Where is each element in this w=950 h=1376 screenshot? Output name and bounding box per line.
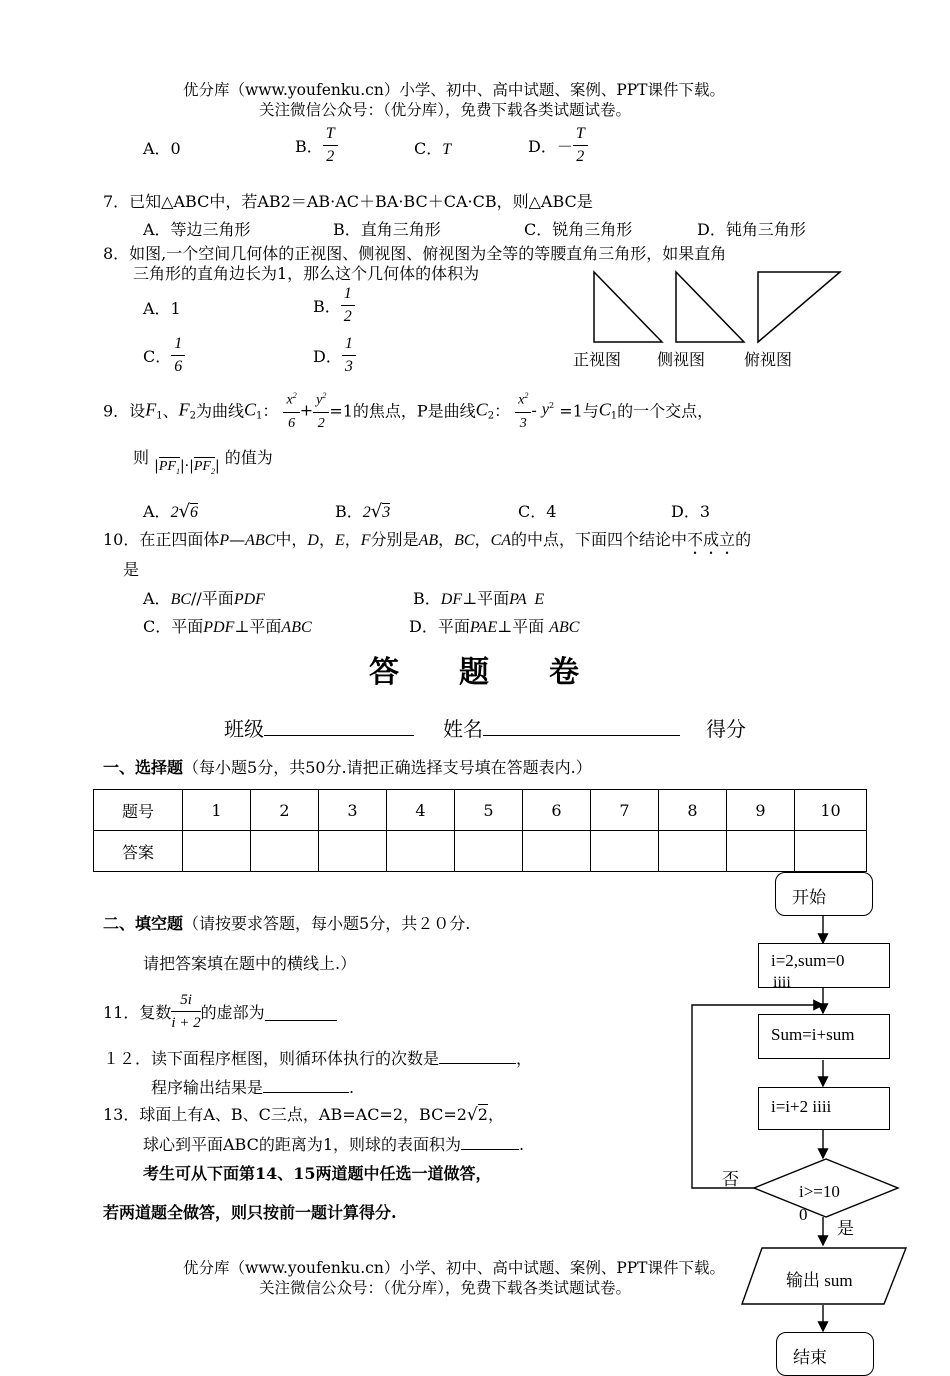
q8-option-d: D． $\frac{1}{3}$ [313,333,356,378]
flowchart-init: i=2,sum=0 [758,943,890,988]
decision-line-2: 0 [799,1205,808,1224]
front-view-label: 正视图 [573,350,622,369]
header-line-1: 优分库（www.youfenku.cn）小学、初中、高中试题、案例、PPT课件下载。 [183,81,726,99]
q10-option-d: D．平面PAE⊥平面 ABC [409,617,580,636]
q9-option-b: B．2√3 [335,501,391,522]
q9-option-a: A．2√6 [143,501,199,522]
q12-line-1: １２．读下面程序框图，则循环体执行的次数是 ， [103,1049,533,1068]
q7-option-d: D．钝角三角形 [697,220,806,239]
q12-blank-2[interactable] [263,1076,349,1093]
col-number: 7 [591,790,659,831]
name-field[interactable]: 姓名 [443,713,680,742]
q11: 11．复数 $\frac{5i}{i + 2}$ 的虚部为 [103,989,337,1034]
score-label: 得分 [706,719,746,741]
section1-heading: 一、选择题（每小题5分，共50分.请把正确选择支号填在答题表内.） [103,758,592,777]
answer-cell[interactable] [455,831,523,872]
q10-option-c: C．平面PDF⊥平面ABC [143,617,312,636]
q13-blank[interactable] [461,1133,519,1150]
flowchart-no-label: 否 [722,1170,739,1190]
q7-option-c: C．锐角三角形 [524,220,633,239]
q8-option-c: C． $\frac{1}{6}$ [143,333,185,378]
top-view-triangle [758,272,840,342]
answer-cell[interactable] [387,831,455,872]
flowchart-sum: Sum=i+sum [758,1014,890,1059]
footer-line-2: 关注微信公众号：（优分库），免费下载各类试题试卷。 [259,1279,632,1297]
q10-stem-line-1: 10．在正四面体P—ABC中，D，E，F分别是AB，BC，CA的中点，下面四个结论中不成立的 [103,530,752,549]
q8-option-a: A．1 [143,299,181,318]
q6-option-b: B． $\frac{T}{2}$ [295,123,338,168]
row2-header: 答案 [94,831,183,872]
q8-stem-line-1: 8．如图,一个空间几何体的正视图、侧视图、俯视图为全等的等腰直角三角形，如果直角 [103,244,727,263]
q11-blank[interactable] [265,1002,337,1021]
q10-stem-line-2: 是 [123,560,140,579]
q7-stem: 7．已知△ABC中，若AB2＝AB·AC＋BA·BC＋CA·CB，则△ABC是 [103,192,593,211]
top-view-label: 俯视图 [744,350,793,369]
col-number: 8 [659,790,727,831]
q10-option-b: B．DF⊥平面PA E [413,589,545,608]
flowchart-increment: i=i+2 iiii [758,1087,890,1130]
q12-blank-1[interactable] [439,1047,516,1064]
q8-option-b: B． $\frac{1}{2}$ [313,283,355,328]
answer-cell[interactable] [591,831,659,872]
col-number: 5 [455,790,523,831]
decision-line-1: i>=10 [799,1182,840,1201]
footer-line-1: 优分库（www.youfenku.cn）小学、初中、高中试题、案例、PPT课件下载。 [183,1259,726,1277]
q13-line-2: 球心到平面ABC的距离为1，则球的表面积为 . [143,1135,525,1154]
flowchart-start: 开始 [775,872,873,916]
front-view-triangle [594,272,662,342]
flowchart-init-extra: iiii [773,974,791,991]
q6-option-d: D．－ $\frac{T}{2}$ [528,123,588,168]
col-number: 6 [523,790,591,831]
class-field[interactable]: 班级 [224,713,414,742]
q7-option-b: B．直角三角形 [333,220,441,239]
section2-note: 请把答案填在题中的横线上.） [143,954,357,973]
q6-option-a: A．0 [143,139,181,158]
side-view-triangle [676,272,744,342]
row1-header: 题号 [94,790,183,831]
col-number: 2 [251,790,319,831]
q9-option-c: C．4 [518,502,557,521]
answer-cell[interactable] [183,831,251,872]
side-view-label: 侧视图 [657,350,706,369]
col-number: 9 [727,790,795,831]
q8-stem-line-2: 三角形的直角边长为1，那么这个几何体的体积为 [133,264,480,283]
table-row-numbers [94,790,867,831]
q9-stem-line-2: 则 $|PF_1|\cdot|PF_2|$ 的值为 [133,448,273,476]
answer-cell[interactable] [251,831,319,872]
col-number: 3 [319,790,387,831]
q12-line-2: 程序输出结果是 . [151,1078,355,1097]
answer-cell[interactable] [319,831,387,872]
answer-sheet-title: 答 题 卷 [369,655,579,690]
col-number: 1 [183,790,251,831]
header-line-2: 关注微信公众号：（优分库），免费下载各类试题试卷。 [259,101,632,119]
notice-line-2: 若两道题全做答，则只按前一题计算得分. [103,1203,397,1222]
col-number: 4 [387,790,455,831]
col-number: 10 [795,790,867,831]
notice-line-1: 考生可从下面第14、15两道题中任选一道做答， [143,1164,492,1183]
flowchart-yes-label: 是 [837,1219,854,1239]
answer-cell[interactable] [523,831,591,872]
flowchart-end: 结束 [776,1332,874,1376]
flowchart-output-label: 输出 sum [786,1271,853,1290]
section2-heading: 二、填空题（请按要求答题，每小题5分，共２０分. [103,914,471,933]
q13-line-1: 13．球面上有A、B、C三点，AB=AC=2，BC=2√2， [103,1105,504,1125]
q7-option-a: A．等边三角形 [143,220,251,239]
q9-stem-line-1: 9．设$F_1$、$F_2$为曲线$C_1$： $\frac{x^2}{6}$ + $\frac{y^2}{2}$ =1的焦点，P是曲线$C_2$： $\frac{x^2}{3}$ - $y^2 =1$与$C_1$的一个交点， [103,385,713,435]
q10-option-a: A．BC//平面PDF [143,589,265,608]
three-view-triangles [590,268,850,348]
answer-table [93,789,867,872]
q6-option-c: C．T [414,139,452,158]
q9-option-d: D．3 [671,502,711,521]
